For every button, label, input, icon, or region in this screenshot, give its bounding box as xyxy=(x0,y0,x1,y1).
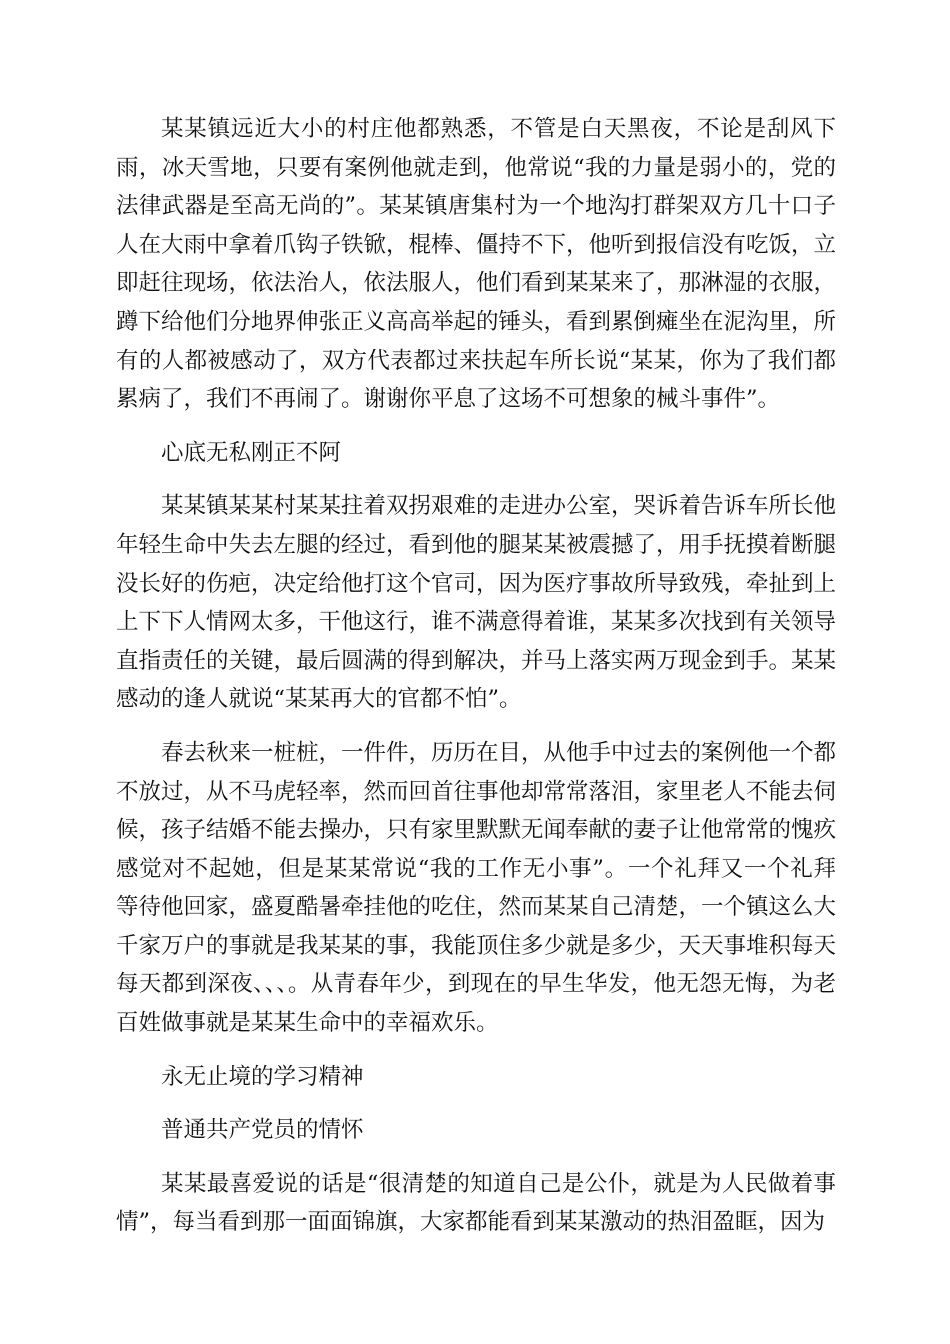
paragraph: 春去秋来一桩桩，一件件，历历在目，从他手中过去的案例他一个都不放过，从不马虎轻率，然而回首往事他却常常落泪，家里老人不能去伺候，孩子结婚不能去操办，只有家里默默无闻奉献的妻子让他常常的愧疚感觉对不起她，但是某某常说“我的工作无小事”。一个礼拜又一个礼拜等待他回家，盛夏酷暑牵挂他的吃住，然而某某自己清楚，一个镇这么大千家万户的事就是我某某的事，我能顶住多少就是多少，天天事堆积每天每天都到深夜、、、。从青春年少，到现在的早生华发，他无怨无悔，为老百姓做事就是某某生命中的幸福欢乐。 xyxy=(116,739,837,1037)
paragraph: 某某镇某某村某某拄着双拐艰难的走进办公室，哭诉着告诉车所长他年轻生命中失去左腿的经过，看到他的腿某某被震撼了，用手抚摸着断腿没长好的伤疤，决定给他打这个官司，因为医疗事故所导致残，牵扯到上上下下人情网太多，干他这行，谁不满意得着谁，某某多次找到有关领导直指责任的关键，最后圆满的得到解决，并马上落实两万现金到手。某某感动的逢人就说“某某再大的官都不怕”。 xyxy=(116,493,837,713)
document-body xyxy=(116,110,836,1257)
paragraph: 某某最喜爱说的话是“很清楚的知道自己是公仆，就是为人民做着事情”，每当看到那一面面锦旗，大家都能看到某某激动的热泪盈眶，因为 xyxy=(116,1170,836,1236)
section-heading: 心底无私刚正不阿 xyxy=(161,439,342,466)
section-heading: 普通共产党员的情怀 xyxy=(161,1117,364,1144)
paragraph: 某某镇远近大小的村庄他都熟悉，不管是白天黑夜，不论是刮风下雨，冰天雪地，只要有案例他就走到，他常说“我的力量是弱小的，党的法律武器是至高无尚的”。某某镇唐集村为一个地沟打群架双方几十口子人在大雨中拿着爪钩子铁锨，棍棒、僵持不下，他听到报信没有吃饭，立即赶往现场，依法治人，依法服人，他们看到某某来了，那淋湿的衣服，蹲下给他们分地界伸张正义高高举起的锤头，看到累倒瘫坐在泥沟里，所有的人都被感动了，双方代表都过来扶起车所长说“某某，你为了我们都累病了，我们不再闹了。谢谢你平息了这场不可想象的械斗事件”。 xyxy=(116,116,837,413)
section-heading: 永无止境的学习精神 xyxy=(161,1063,364,1090)
